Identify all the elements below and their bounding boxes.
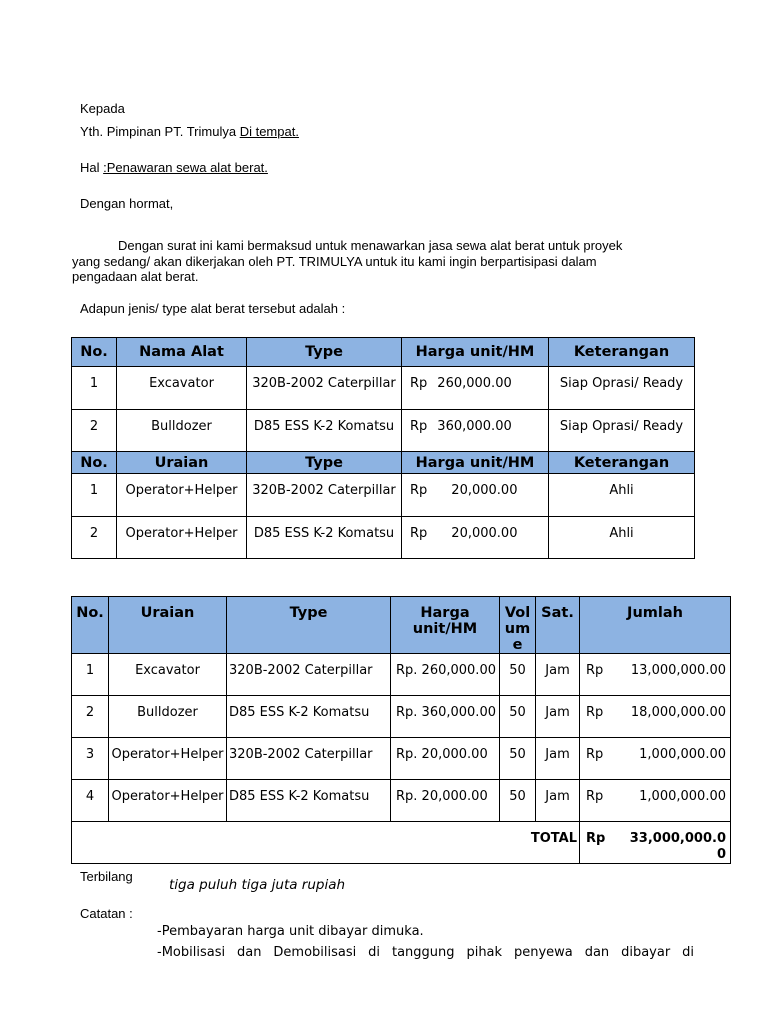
cell-name: Bulldozer <box>117 410 247 452</box>
paragraph-line-1: Dengan surat ini kami bermaksud untuk menawarkan jasa sewa alat berat untuk proyek <box>118 238 623 253</box>
table-header-row <box>72 597 731 654</box>
cell-desc: Operator+Helper <box>109 780 227 822</box>
paragraph-line-3: pengadaan alat berat. <box>72 269 199 284</box>
cell-note: Ahli <box>549 517 695 559</box>
cell-no: 1 <box>72 367 117 410</box>
amount-value: 13,000,000.00 <box>630 663 726 678</box>
table-row <box>72 654 731 696</box>
paragraph-line-2: yang sedang/ akan dikerjakan oleh PT. TRIMULYA untuk itu kami ingin berpartisipasi dalam <box>72 253 597 269</box>
subject-line <box>80 160 268 175</box>
header-note: Keterangan <box>549 452 695 474</box>
cell-amount <box>580 696 731 738</box>
price-currency: Rp <box>410 483 428 498</box>
header-type: Type <box>247 452 402 474</box>
header-volume: Volume <box>500 597 536 654</box>
price-wrap <box>404 526 546 542</box>
header-no: No. <box>72 597 109 654</box>
cell-desc: Excavator <box>109 654 227 696</box>
amount-value: 1,000,000.00 <box>639 789 726 804</box>
cell-amount <box>580 654 731 696</box>
amount-currency: Rp <box>586 663 604 678</box>
equipment-table <box>71 337 695 559</box>
price-value: 260,000.00 <box>437 376 512 391</box>
cell-desc: Bulldozer <box>109 696 227 738</box>
cell-note: Siap Oprasi/ Ready <box>549 410 695 452</box>
cell-amount <box>580 780 731 822</box>
terbilang-value: tiga puluh tiga juta rupiah <box>169 877 346 893</box>
cell-unit: Jam <box>536 738 580 780</box>
recipient-label: Kepada <box>80 101 125 116</box>
header-price: Harga unit/HM <box>391 597 500 654</box>
catatan-label: Catatan : <box>80 906 133 921</box>
cell-price <box>402 410 549 452</box>
table-row <box>72 517 695 559</box>
cell-price: Rp. 20,000.00 <box>391 738 500 780</box>
price-value: 20,000.00 <box>451 526 518 541</box>
header-note: Keterangan <box>549 338 695 367</box>
price-wrap <box>404 419 546 435</box>
total-currency: Rp <box>586 831 606 846</box>
table-row <box>72 474 695 517</box>
cell-price <box>402 517 549 559</box>
addressee-name: Yth. Pimpinan PT. Trimulya <box>80 124 237 139</box>
amount-wrap <box>582 663 728 679</box>
total-wrap <box>582 831 728 863</box>
addressee-location: Di tempat. <box>239 124 299 139</box>
table-subheader-row <box>72 452 695 474</box>
intro-paragraph <box>72 238 694 285</box>
table-row <box>72 780 731 822</box>
terbilang-label: Terbilang <box>80 869 133 884</box>
cell-type: D85 ESS K-2 Komatsu <box>247 410 402 452</box>
cell-type: D85 ESS K-2 Komatsu <box>227 696 391 738</box>
header-price: Harga unit/HM <box>402 452 549 474</box>
cell-desc: Operator+Helper <box>109 738 227 780</box>
cell-no: 3 <box>72 738 109 780</box>
cell-volume: 50 <box>500 780 536 822</box>
table-row <box>72 410 695 452</box>
table-row <box>72 367 695 410</box>
total-label: TOTAL <box>72 822 580 864</box>
total-row <box>72 822 731 864</box>
cell-no: 1 <box>72 654 109 696</box>
header-desc: Uraian <box>109 597 227 654</box>
cell-no: 2 <box>72 517 117 559</box>
table-header-row <box>72 338 695 367</box>
header-no: No. <box>72 452 117 474</box>
cell-no: 2 <box>72 410 117 452</box>
cell-name: Excavator <box>117 367 247 410</box>
cell-price: Rp. 360,000.00 <box>391 696 500 738</box>
cell-volume: 50 <box>500 738 536 780</box>
amount-value: 18,000,000.00 <box>630 705 726 720</box>
greeting: Dengan hormat, <box>80 196 174 211</box>
note-2: -Mobilisasi dan Demobilisasi di tanggung pihak penyewa dan dibayar di <box>157 945 694 960</box>
price-wrap <box>404 376 546 392</box>
price-wrap <box>404 483 546 499</box>
cell-volume: 50 <box>500 654 536 696</box>
cell-price: Rp. 20,000.00 <box>391 780 500 822</box>
header-no: No. <box>72 338 117 367</box>
subject-text: :Penawaran sewa alat berat. <box>103 160 268 175</box>
header-unit: Sat. <box>536 597 580 654</box>
addressee-line <box>80 124 299 139</box>
price-value: 20,000.00 <box>451 483 518 498</box>
header-name: Nama Alat <box>117 338 247 367</box>
cell-unit: Jam <box>536 780 580 822</box>
header-amount: Jumlah <box>580 597 731 654</box>
amount-currency: Rp <box>586 747 604 762</box>
cell-price <box>402 367 549 410</box>
price-currency: Rp <box>410 526 428 541</box>
header-type: Type <box>227 597 391 654</box>
cell-type: 320B-2002 Caterpillar <box>247 474 402 517</box>
cell-no: 4 <box>72 780 109 822</box>
cell-name: Operator+Helper <box>117 474 247 517</box>
price-value: 360,000.00 <box>437 419 512 434</box>
price-currency: Rp <box>410 419 428 434</box>
amount-wrap <box>582 705 728 721</box>
cell-unit: Jam <box>536 654 580 696</box>
cell-name: Operator+Helper <box>117 517 247 559</box>
subject-label: Hal <box>80 160 104 175</box>
cell-type: D85 ESS K-2 Komatsu <box>247 517 402 559</box>
total-value: 33,000,000.00 <box>629 831 726 862</box>
cell-unit: Jam <box>536 696 580 738</box>
cell-no: 1 <box>72 474 117 517</box>
table-row <box>72 738 731 780</box>
cost-table <box>71 596 731 864</box>
header-name: Uraian <box>117 452 247 474</box>
cell-volume: 50 <box>500 696 536 738</box>
cell-amount <box>580 738 731 780</box>
cell-type: D85 ESS K-2 Komatsu <box>227 780 391 822</box>
amount-currency: Rp <box>586 789 604 804</box>
cell-note: Siap Oprasi/ Ready <box>549 367 695 410</box>
list-intro: Adapun jenis/ type alat berat tersebut adalah : <box>80 301 346 316</box>
price-currency: Rp <box>410 376 428 391</box>
cell-type: 320B-2002 Caterpillar <box>227 654 391 696</box>
note-1: -Pembayaran harga unit dibayar dimuka. <box>157 924 424 939</box>
table-row <box>72 696 731 738</box>
cell-no: 2 <box>72 696 109 738</box>
cell-type: 320B-2002 Caterpillar <box>247 367 402 410</box>
amount-wrap <box>582 747 728 763</box>
header-type: Type <box>247 338 402 367</box>
cell-type: 320B-2002 Caterpillar <box>227 738 391 780</box>
cell-note: Ahli <box>549 474 695 517</box>
total-cell <box>580 822 731 864</box>
amount-wrap <box>582 789 728 805</box>
amount-currency: Rp <box>586 705 604 720</box>
cell-price: Rp. 260,000.00 <box>391 654 500 696</box>
cell-price <box>402 474 549 517</box>
header-price: Harga unit/HM <box>402 338 549 367</box>
amount-value: 1,000,000.00 <box>639 747 726 762</box>
